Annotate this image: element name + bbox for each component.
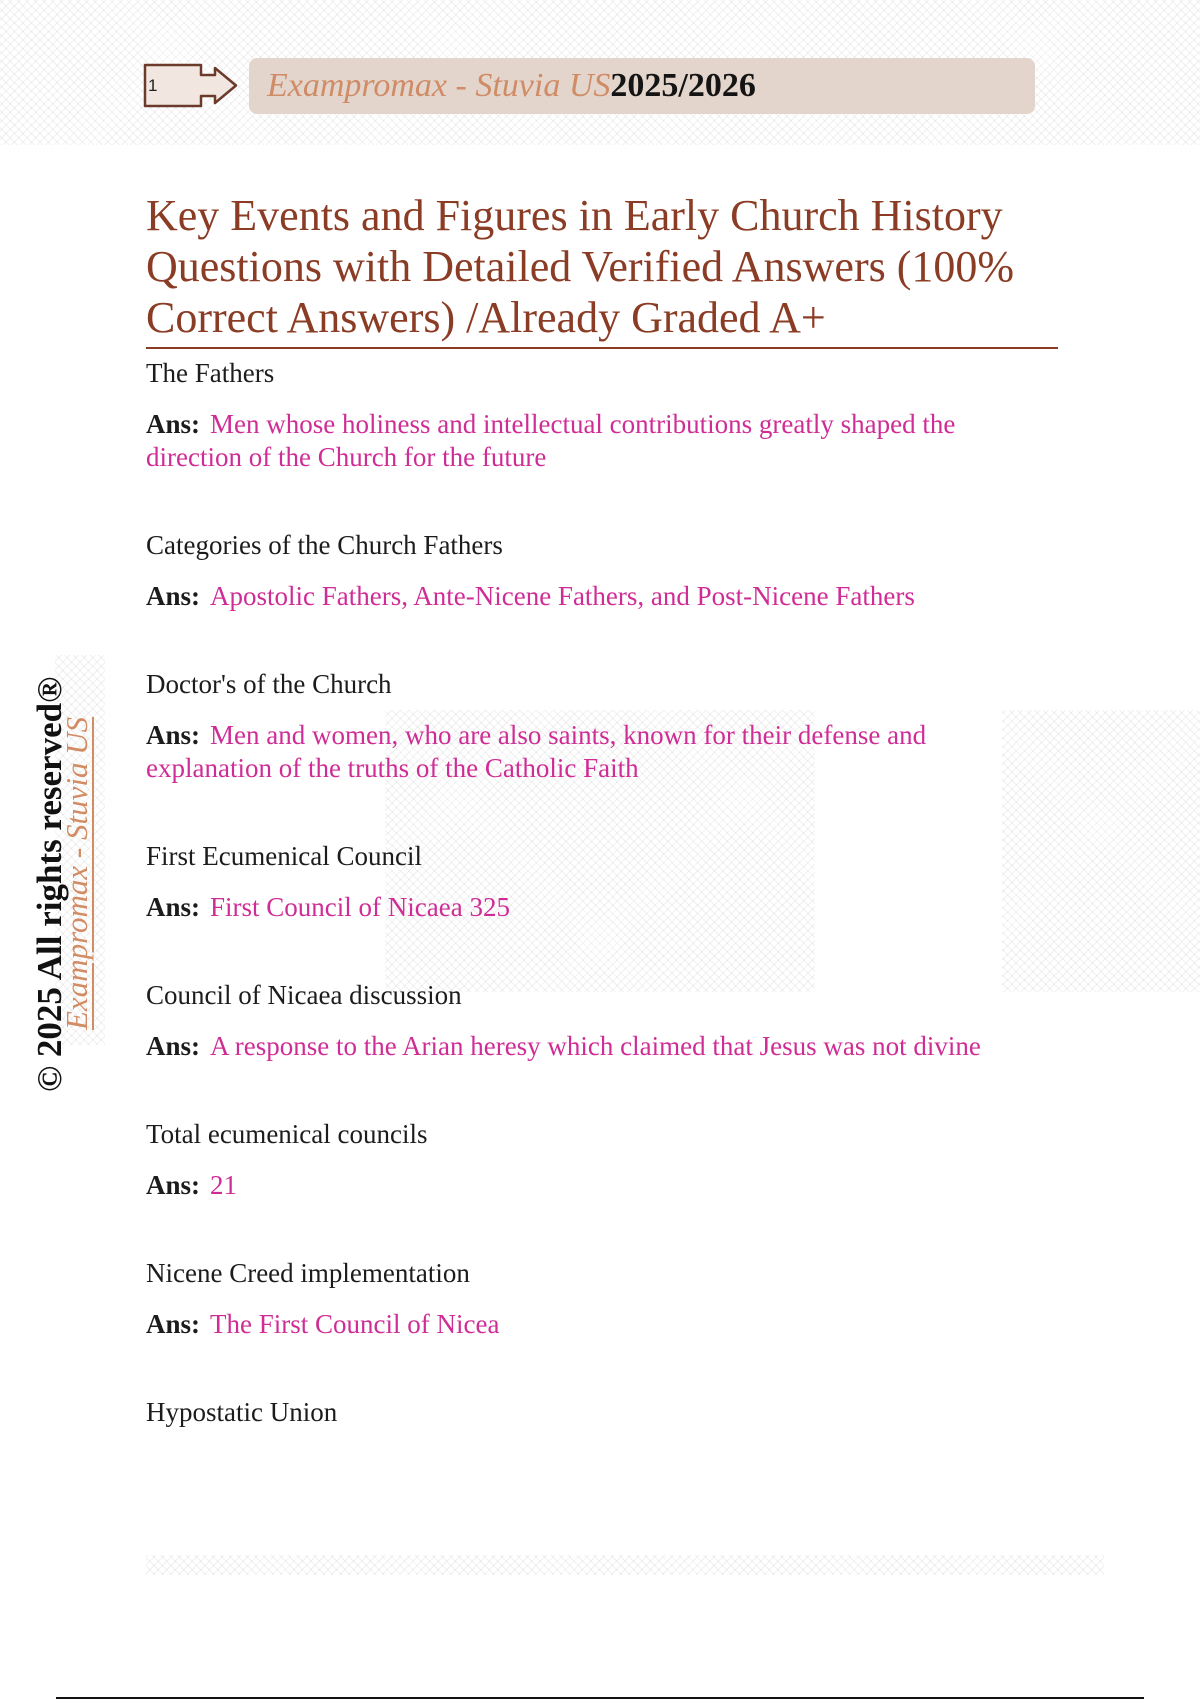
qa-item (146, 668, 1076, 785)
qa-item (146, 529, 1076, 613)
footer-pattern-line (146, 1555, 1104, 1575)
qa-item (146, 1118, 1076, 1202)
answer-value: First Council of Nicaea 325 (210, 892, 510, 922)
document-title: Key Events and Figures in Early Church History Questions with Detailed Verified Answers (100% Correct Answers) /Already Graded A+ (146, 190, 1058, 349)
answer-value: Apostolic Fathers, Ante-Nicene Fathers, and Post-Nicene Fathers (210, 581, 915, 611)
answer-label: Ans: (146, 1309, 201, 1339)
question-text: First Ecumenical Council (146, 841, 422, 871)
answer-text (146, 580, 1046, 613)
answer-text (146, 1308, 1046, 1341)
answer-value: Men and women, who are also saints, known for their defense and explanation of the truths of the Catholic Faith (146, 720, 927, 783)
answer-text (146, 719, 1046, 785)
question-text: Nicene Creed implementation (146, 1258, 470, 1288)
header-bar (249, 58, 1035, 114)
bottom-rule (56, 1697, 1144, 1699)
side-brand-watermark: Exampromax - Stuvia US (59, 716, 94, 1030)
header-year: 2025/2026 (610, 67, 756, 104)
answer-label: Ans: (146, 1031, 201, 1061)
qa-item (146, 840, 1076, 924)
answer-value: A response to the Arian heresy which claimed that Jesus was not divine (210, 1031, 981, 1061)
answer-label: Ans: (146, 720, 201, 750)
question-text: Doctor's of the Church (146, 669, 392, 699)
answer-label: Ans: (146, 1170, 201, 1200)
answer-text (146, 1169, 1046, 1202)
answer-label: Ans: (146, 581, 201, 611)
answer-text (146, 891, 1046, 924)
qa-item (146, 357, 1076, 474)
answer-label: Ans: (146, 409, 201, 439)
answer-label: Ans: (146, 892, 201, 922)
answer-text (146, 408, 1046, 474)
header-brand: Exampromax - Stuvia US (267, 67, 611, 104)
copyright-notice: © 2025 All rights reserved® (30, 676, 69, 1092)
document-content (146, 190, 1076, 1428)
answer-value: The First Council of Nicea (210, 1309, 500, 1339)
qa-item (146, 1257, 1076, 1341)
answer-value: 21 (210, 1170, 238, 1200)
qa-item (146, 1396, 1076, 1428)
answer-value: Men whose holiness and intellectual contributions greatly shaped the direction of the Church for the future (146, 409, 956, 472)
page-number: 1 (148, 76, 158, 95)
question-text: Council of Nicaea discussion (146, 980, 462, 1010)
answer-text (146, 1030, 1046, 1063)
question-text: Categories of the Church Fathers (146, 530, 503, 560)
question-text: Total ecumenical councils (146, 1119, 428, 1149)
question-text: Hypostatic Union (146, 1397, 338, 1427)
question-text: The Fathers (146, 358, 275, 388)
qa-item (146, 979, 1076, 1063)
